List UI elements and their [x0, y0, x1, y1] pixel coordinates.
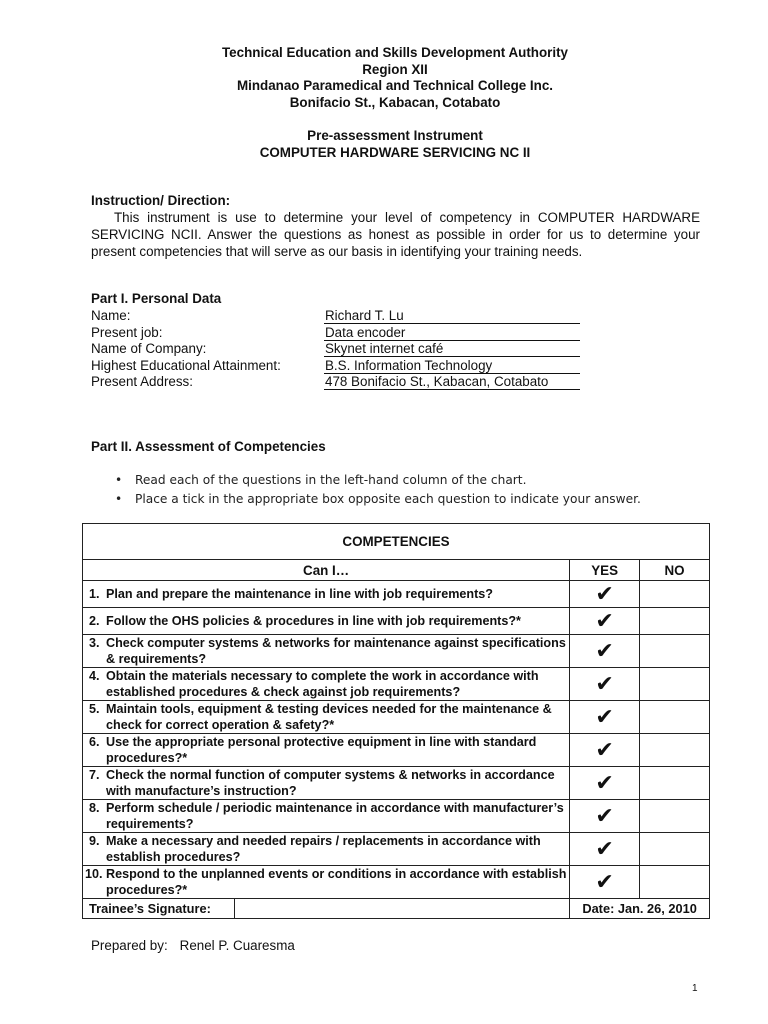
no-checkbox[interactable] [640, 833, 710, 866]
signature-label: Trainee’s Signature: [83, 899, 235, 918]
header-line-1: Technical Education and Skills Development Authority [222, 45, 568, 60]
no-checkbox[interactable] [640, 668, 710, 701]
no-checkbox[interactable] [640, 608, 710, 635]
table-row [83, 767, 710, 800]
field-label: Present job: [91, 325, 163, 340]
part2-title: Part II. Assessment of Competencies [91, 439, 326, 454]
question-text: Obtain the materials necessary to complete the work in accordance with established procedures & check against job requirements? [106, 669, 539, 699]
yes-checkbox[interactable] [570, 800, 640, 833]
check-icon: ✔ [595, 608, 614, 633]
table-row [83, 866, 710, 899]
field-label: Highest Educational Attainment: [91, 358, 281, 373]
question-number: 2. [89, 614, 100, 628]
signature-field[interactable] [235, 899, 569, 918]
yes-checkbox[interactable] [570, 608, 640, 635]
check-icon: ✔ [595, 671, 614, 696]
question-number: 6. [89, 735, 100, 749]
no-checkbox[interactable] [640, 767, 710, 800]
prepared-by-label: Prepared by: [91, 938, 168, 953]
question-cell [83, 833, 570, 866]
table-row [83, 833, 710, 866]
qualification-title: COMPUTER HARDWARE SERVICING NC II [259, 144, 531, 160]
no-checkbox[interactable] [640, 734, 710, 767]
yes-checkbox[interactable] [570, 635, 640, 668]
present-job-field[interactable]: Data encoder [324, 325, 580, 341]
document-title-block [0, 128, 768, 161]
question-text: Perform schedule / periodic maintenance in accordance with manufacturer’s requirements? [106, 801, 564, 831]
check-icon: ✔ [595, 869, 614, 894]
table-row [83, 635, 710, 668]
question-text: Plan and prepare the maintenance in line with job requirements? [106, 587, 493, 601]
preparer-name: Renel P. Cuaresma [179, 938, 295, 953]
bullet-item: • Place a tick in the appropriate box opposite each question to indicate your answer. [115, 490, 641, 509]
header-line-2: Region XII [362, 61, 428, 77]
personal-data-row [91, 308, 591, 325]
field-label: Name of Company: [91, 341, 207, 356]
signature-cell [83, 899, 570, 919]
yes-checkbox[interactable] [570, 767, 640, 800]
column-header-question: Can I… [83, 560, 570, 581]
question-text: Check computer systems & networks for maintenance against specifications & requirements? [106, 636, 566, 666]
personal-data-row [91, 358, 591, 375]
company-field[interactable]: Skynet internet café [324, 341, 580, 357]
question-number: 7. [89, 768, 100, 782]
question-text: Check the normal function of computer systems & networks in accordance with manufacture’s instruction? [106, 768, 555, 798]
table-row [83, 608, 710, 635]
question-cell [83, 581, 570, 608]
instruction-title: Instruction/ Direction: [91, 193, 231, 208]
question-cell [83, 767, 570, 800]
question-number: 8. [89, 801, 100, 815]
no-checkbox[interactable] [640, 635, 710, 668]
part1-title: Part I. Personal Data [91, 291, 222, 306]
table-row [83, 668, 710, 701]
field-label: Name: [91, 308, 131, 323]
yes-checkbox[interactable] [570, 866, 640, 899]
check-icon: ✔ [595, 737, 614, 762]
check-icon: ✔ [595, 704, 614, 729]
personal-data-row [91, 325, 591, 342]
question-cell [83, 800, 570, 833]
question-cell [83, 866, 570, 899]
question-number: 5. [89, 702, 100, 716]
instruction-bullets [115, 471, 641, 509]
question-number: 9. [89, 834, 100, 848]
yes-checkbox[interactable] [570, 833, 640, 866]
personal-data-row [91, 341, 591, 358]
address-field[interactable]: 478 Bonifacio St., Kabacan, Cotabato [324, 374, 580, 390]
question-text: Use the appropriate personal protective equipment in line with standard procedures?* [106, 735, 537, 765]
education-field[interactable]: B.S. Information Technology [324, 358, 580, 374]
table-row [83, 701, 710, 734]
yes-checkbox[interactable] [570, 701, 640, 734]
name-field[interactable]: Richard T. Lu [324, 308, 580, 324]
doc-type: Pre-assessment Instrument [307, 128, 483, 143]
question-cell [83, 734, 570, 767]
question-text: Make a necessary and needed repairs / replacements in accordance with establish procedures? [106, 834, 541, 864]
date-cell: Date: Jan. 26, 2010 [570, 899, 710, 919]
check-icon: ✔ [595, 638, 614, 663]
no-checkbox[interactable] [640, 800, 710, 833]
no-checkbox[interactable] [640, 701, 710, 734]
column-header-no: NO [640, 560, 710, 581]
page-number: 1 [692, 983, 698, 994]
header-line-3: Mindanao Paramedical and Technical College Inc. [236, 78, 553, 94]
question-cell [83, 635, 570, 668]
check-icon: ✔ [595, 803, 614, 828]
question-number: 1. [89, 587, 100, 601]
table-row [83, 800, 710, 833]
column-header-yes: YES [570, 560, 640, 581]
no-checkbox[interactable] [640, 866, 710, 899]
yes-checkbox[interactable] [570, 668, 640, 701]
yes-checkbox[interactable] [570, 734, 640, 767]
question-text: Follow the OHS policies & procedures in line with job requirements?* [106, 614, 521, 628]
signature-row [83, 899, 710, 919]
table-row [83, 734, 710, 767]
field-label: Present Address: [91, 374, 193, 389]
header-line-4: Bonifacio St., Kabacan, Cotabato [289, 94, 501, 110]
question-number: 4. [89, 669, 100, 683]
question-text: Respond to the unplanned events or conditions in accordance with establish procedures?* [106, 867, 567, 897]
check-icon: ✔ [595, 836, 614, 861]
check-icon: ✔ [595, 770, 614, 795]
question-number: 10. [85, 867, 103, 881]
question-cell [83, 668, 570, 701]
table-heading: COMPETENCIES [83, 524, 710, 560]
prepared-by [91, 938, 295, 953]
personal-data-row [91, 374, 591, 391]
bullet-item: • Read each of the questions in the left-hand column of the chart. [115, 471, 641, 490]
question-text: Maintain tools, equipment & testing devices needed for the maintenance & check for correct operation & safety?* [106, 702, 552, 732]
instruction-body: This instrument is use to determine your level of competency in COMPUTER HARDWARE SERVICING NCII. Answer the questions as honest as possible in order for us to determine your present competencies that will serve as our basis in identifying your training needs. [91, 210, 700, 259]
yes-checkbox[interactable] [570, 581, 640, 608]
document-header [0, 45, 768, 111]
question-number: 3. [89, 636, 100, 650]
no-checkbox[interactable] [640, 581, 710, 608]
table-row [83, 581, 710, 608]
question-cell [83, 701, 570, 734]
question-cell [83, 608, 570, 635]
check-icon: ✔ [595, 581, 614, 606]
competencies-table [82, 523, 710, 919]
